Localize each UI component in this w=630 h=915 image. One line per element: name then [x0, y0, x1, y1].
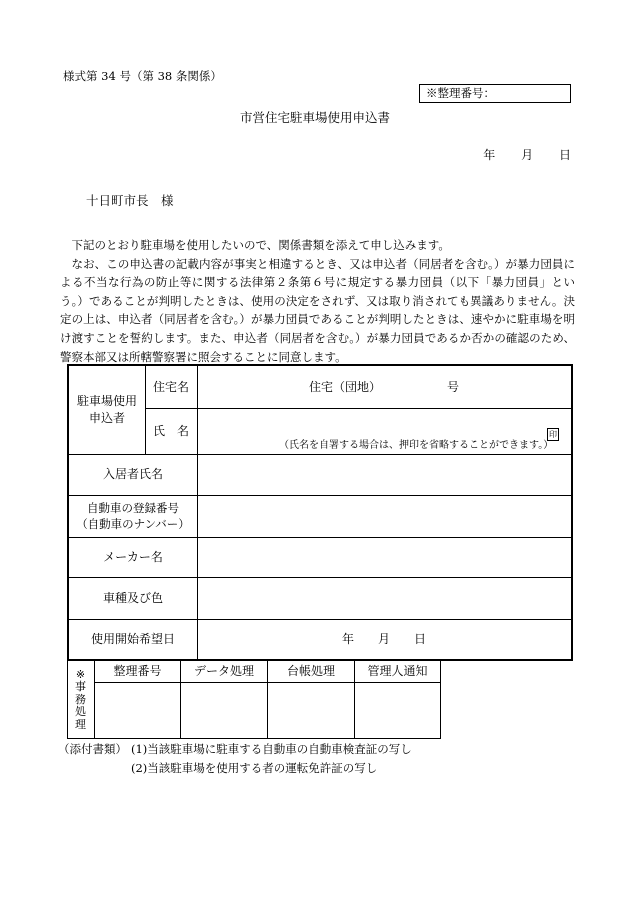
maker-label: メーカー名 — [103, 549, 163, 564]
date-line — [483, 146, 571, 163]
page-title: 市営住宅駐車場使用申込書 — [239, 110, 390, 125]
seal-mark: 印 — [549, 430, 557, 439]
declaration-paragraph-2: なお、この申込書の記載内容が事実と相違するとき、又は申込者（同居者を含む。）が暴力団員による不当な行為の防止等に関する法律第２条第６号に規定する暴力団員（以下「暴力団員」という。）であることが判明したときは、使用の決定をされず、又は取り消されても異議ありません。決定の上は、申込者（同居者を含む。）が暴力団員であることが判明したときは、速やかに駐車場を明け渡すことを誓約します。また、申込者（同居者を含む。）が暴力団員であるか否かの確認のため、警察本部又は所轄警察署に照会することに同意します。 — [60, 256, 575, 364]
attachments-label: （添付書類） — [58, 742, 127, 756]
name-label: 氏 名 — [152, 423, 189, 438]
row-divider — [94, 682, 441, 683]
addressee: 十日町市長 様 — [86, 193, 174, 208]
address-label: 住宅名 — [152, 379, 189, 394]
maker-field[interactable] — [197, 537, 571, 577]
attachment-item-2: (2)当該駐車場を使用する者の運転免許証の写し — [131, 761, 378, 775]
application-table — [67, 364, 573, 661]
date-year: 年 — [483, 148, 496, 162]
start-date-label: 使用開始希望日 — [90, 631, 175, 646]
office-col-header: データ処理 — [193, 664, 254, 678]
vehicle-registration-label: 自動車の登録番号 （自動車のナンバー） — [76, 501, 190, 531]
applicant-label: 駐車場使用 申込者 — [76, 394, 137, 425]
col-divider — [440, 661, 441, 739]
date-day: 日 — [558, 148, 571, 162]
resident-name-label: 入居者氏名 — [102, 467, 163, 481]
form-number: 様式第 34 号（第 38 条関係） — [63, 69, 222, 83]
date-month: 月 — [521, 148, 534, 162]
declaration-text — [60, 236, 575, 366]
office-processing-table — [67, 661, 441, 739]
declaration-paragraph-1: 下記のとおり駐車場を使用したいので、関係書類を添えて申し込みます。 — [71, 238, 450, 252]
address-field[interactable]: 住宅（団地） 号 — [308, 379, 459, 394]
office-col-header: 台帳処理 — [286, 664, 335, 678]
office-col-header: 整理番号 — [113, 664, 162, 678]
vehicle-registration-field[interactable] — [197, 495, 571, 537]
resident-name-field[interactable] — [197, 454, 571, 495]
office-side-label: ※ 事 務 処 理 — [75, 667, 86, 731]
model-color-field[interactable] — [197, 577, 571, 619]
name-note: （氏名を自署する場合は、押印を省略することができます。） — [279, 440, 554, 451]
start-date-field[interactable]: 年 月 日 — [341, 631, 426, 646]
model-color-label: 車種及び色 — [102, 590, 163, 605]
attachment-item-1: (1)当該駐車場に駐車する自動車の自動車検査証の写し — [131, 742, 412, 756]
reference-number-box: ※整理番号： — [419, 84, 571, 103]
row-divider — [67, 738, 441, 739]
office-col-header: 管理人通知 — [367, 664, 428, 678]
